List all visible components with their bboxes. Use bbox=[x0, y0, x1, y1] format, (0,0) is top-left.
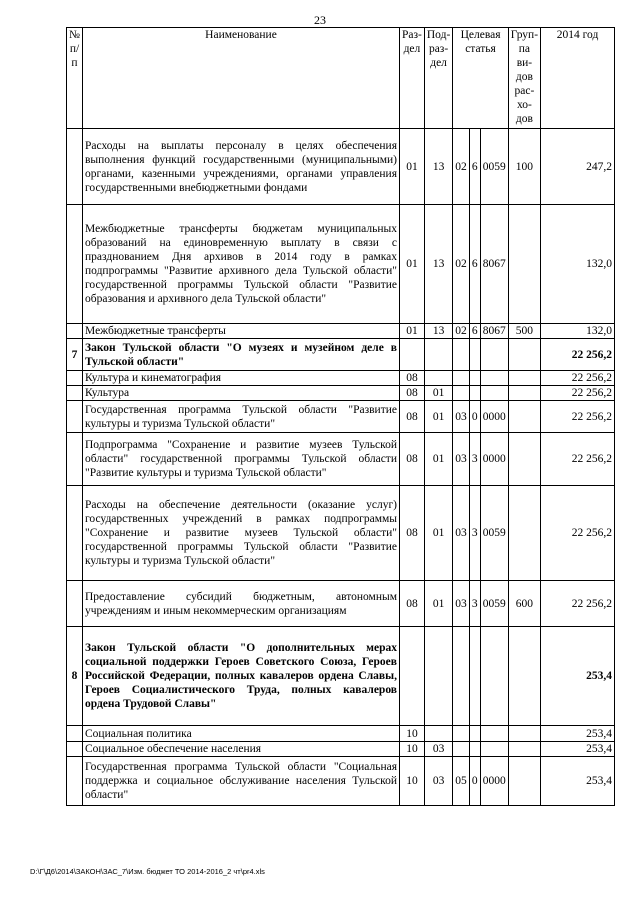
row-target-code bbox=[480, 742, 508, 757]
row-target-code: 8067 bbox=[480, 324, 508, 339]
row-target-code: 0000 bbox=[480, 401, 508, 433]
header-group: Груп-па ви-дов рас-хо-дов bbox=[508, 28, 540, 129]
row-target-code: 8067 bbox=[480, 205, 508, 324]
row-target-subprogram: 6 bbox=[469, 205, 480, 324]
row-amount: 253,4 bbox=[541, 757, 615, 806]
row-amount: 22 256,2 bbox=[541, 433, 615, 486]
row-section: 01 bbox=[400, 129, 425, 205]
row-target-program: 03 bbox=[453, 433, 470, 486]
budget-table bbox=[66, 27, 615, 806]
row-number bbox=[67, 581, 83, 627]
row-section: 01 bbox=[400, 324, 425, 339]
row-number bbox=[67, 726, 83, 742]
row-target-code: 0059 bbox=[480, 129, 508, 205]
row-subsection: 13 bbox=[424, 129, 452, 205]
row-number bbox=[67, 742, 83, 757]
row-name: Предоставление субсидий бюджетным, автономным учреждениям и иным некоммерческим организациям bbox=[83, 581, 400, 627]
row-target-program bbox=[453, 386, 470, 401]
row-target-program: 03 bbox=[453, 581, 470, 627]
row-subsection bbox=[424, 371, 452, 386]
row-amount: 132,0 bbox=[541, 324, 615, 339]
row-target-subprogram: 0 bbox=[469, 401, 480, 433]
row-section: 08 bbox=[400, 386, 425, 401]
row-expense-group bbox=[508, 742, 540, 757]
row-target-program bbox=[453, 627, 470, 726]
row-amount: 253,4 bbox=[541, 627, 615, 726]
row-subsection: 01 bbox=[424, 386, 452, 401]
header-section: Раз-дел bbox=[400, 28, 425, 129]
header-row bbox=[67, 28, 615, 129]
row-amount: 22 256,2 bbox=[541, 386, 615, 401]
row-target-code: 0000 bbox=[480, 433, 508, 486]
row-expense-group bbox=[508, 386, 540, 401]
table-row bbox=[67, 205, 615, 324]
row-target-subprogram: 3 bbox=[469, 486, 480, 581]
row-name: Государственная программа Тульской области "Социальная поддержка и социальное обслуживание населения Тульской области" bbox=[83, 757, 400, 806]
footer-file-path: D:\Г\Д6\2014\ЗАКОН\ЗАС_7\Изм. бюджет ТО 2014-2016_2 чт\pr4.xls bbox=[30, 867, 265, 876]
row-expense-group: 100 bbox=[508, 129, 540, 205]
table-row bbox=[67, 433, 615, 486]
row-target-program: 02 bbox=[453, 129, 470, 205]
row-subsection bbox=[424, 339, 452, 371]
header-year: 2014 год bbox=[541, 28, 615, 129]
row-subsection: 13 bbox=[424, 205, 452, 324]
table-row bbox=[67, 371, 615, 386]
row-target-program bbox=[453, 339, 470, 371]
row-target-subprogram: 6 bbox=[469, 324, 480, 339]
row-number bbox=[67, 401, 83, 433]
row-subsection bbox=[424, 726, 452, 742]
row-target-program: 03 bbox=[453, 401, 470, 433]
row-target-program: 02 bbox=[453, 205, 470, 324]
row-section: 01 bbox=[400, 205, 425, 324]
row-number bbox=[67, 433, 83, 486]
row-amount: 247,2 bbox=[541, 129, 615, 205]
table-row bbox=[67, 386, 615, 401]
row-target-subprogram bbox=[469, 339, 480, 371]
row-subsection: 03 bbox=[424, 757, 452, 806]
row-name: Расходы на обеспечение деятельности (оказание услуг) государственных учреждений в рамках подпрограммы "Сохранение и развитие музеев Тульской области" государственной программы Тульской области "Развитие культуры и туризма Тульской области" bbox=[83, 486, 400, 581]
table-row bbox=[67, 129, 615, 205]
row-amount: 253,4 bbox=[541, 742, 615, 757]
row-expense-group bbox=[508, 486, 540, 581]
row-target-subprogram bbox=[469, 627, 480, 726]
row-section: 10 bbox=[400, 742, 425, 757]
row-expense-group bbox=[508, 371, 540, 386]
row-name: Закон Тульской области "О музеях и музейном деле в Тульской области" bbox=[83, 339, 400, 371]
row-target-code: 0059 bbox=[480, 486, 508, 581]
row-expense-group bbox=[508, 401, 540, 433]
row-subsection bbox=[424, 627, 452, 726]
row-expense-group bbox=[508, 205, 540, 324]
table-row bbox=[67, 324, 615, 339]
row-section: 08 bbox=[400, 401, 425, 433]
row-expense-group bbox=[508, 339, 540, 371]
row-expense-group: 600 bbox=[508, 581, 540, 627]
row-target-code bbox=[480, 339, 508, 371]
row-number bbox=[67, 129, 83, 205]
table-row bbox=[67, 757, 615, 806]
header-target: Целевая статья bbox=[453, 28, 509, 129]
header-no: № п/п bbox=[67, 28, 83, 129]
table-row bbox=[67, 742, 615, 757]
row-number bbox=[67, 386, 83, 401]
row-target-code bbox=[480, 386, 508, 401]
row-target-program: 02 bbox=[453, 324, 470, 339]
table-row bbox=[67, 401, 615, 433]
row-subsection: 01 bbox=[424, 401, 452, 433]
row-expense-group bbox=[508, 757, 540, 806]
row-amount: 22 256,2 bbox=[541, 401, 615, 433]
row-target-program bbox=[453, 726, 470, 742]
row-subsection: 01 bbox=[424, 486, 452, 581]
row-number bbox=[67, 324, 83, 339]
row-target-code bbox=[480, 371, 508, 386]
row-amount: 22 256,2 bbox=[541, 581, 615, 627]
row-target-subprogram bbox=[469, 726, 480, 742]
row-target-code bbox=[480, 726, 508, 742]
table-row bbox=[67, 486, 615, 581]
row-subsection: 01 bbox=[424, 433, 452, 486]
row-expense-group bbox=[508, 726, 540, 742]
row-expense-group bbox=[508, 433, 540, 486]
row-target-program: 03 bbox=[453, 486, 470, 581]
row-section bbox=[400, 627, 425, 726]
row-name: Государственная программа Тульской области "Развитие культуры и туризма Тульской области" bbox=[83, 401, 400, 433]
row-section: 08 bbox=[400, 486, 425, 581]
row-number bbox=[67, 371, 83, 386]
row-name: Культура bbox=[83, 386, 400, 401]
row-section: 08 bbox=[400, 433, 425, 486]
header-subsection: Под-раз-дел bbox=[424, 28, 452, 129]
row-target-subprogram: 3 bbox=[469, 433, 480, 486]
row-target-program: 05 bbox=[453, 757, 470, 806]
row-name: Культура и кинематография bbox=[83, 371, 400, 386]
row-name: Закон Тульской области "О дополнительных мерах социальной поддержки Героев Советского Союза, Героев Российской Федерации, полных кавалеров ордена Славы, Героев Социалистического Труда, полных кавалеров ордена Трудовой Славы" bbox=[83, 627, 400, 726]
row-amount: 253,4 bbox=[541, 726, 615, 742]
row-subsection: 01 bbox=[424, 581, 452, 627]
table-row bbox=[67, 581, 615, 627]
row-name: Расходы на выплаты персоналу в целях обеспечения выполнения функций государственными (муниципальными) органами, казенными учреждениями, органами управления государственными внебюджетными фондами bbox=[83, 129, 400, 205]
row-number: 7 bbox=[67, 339, 83, 371]
row-amount: 22 256,2 bbox=[541, 339, 615, 371]
row-subsection: 13 bbox=[424, 324, 452, 339]
section-row bbox=[67, 339, 615, 371]
row-expense-group bbox=[508, 627, 540, 726]
row-target-subprogram bbox=[469, 742, 480, 757]
row-target-code bbox=[480, 627, 508, 726]
row-target-program bbox=[453, 742, 470, 757]
table-row bbox=[67, 726, 615, 742]
row-section: 08 bbox=[400, 371, 425, 386]
row-number bbox=[67, 486, 83, 581]
row-name: Социальное обеспечение населения bbox=[83, 742, 400, 757]
header-name: Наименование bbox=[83, 28, 400, 129]
row-number bbox=[67, 205, 83, 324]
row-name: Межбюджетные трансферты бюджетам муниципальных образований на единовременную выплату в связи с празднованием Дня архивов в 2014 году в рамках подпрограммы "Развитие архивного дела Тульской области" государственной программы Тульской области "Развитие образования и архивного дела Тульской области" bbox=[83, 205, 400, 324]
section-row bbox=[67, 627, 615, 726]
row-name: Социальная политика bbox=[83, 726, 400, 742]
row-amount: 132,0 bbox=[541, 205, 615, 324]
row-name: Межбюджетные трансферты bbox=[83, 324, 400, 339]
row-amount: 22 256,2 bbox=[541, 371, 615, 386]
row-target-program bbox=[453, 371, 470, 386]
row-subsection: 03 bbox=[424, 742, 452, 757]
row-section bbox=[400, 339, 425, 371]
row-target-subprogram: 0 bbox=[469, 757, 480, 806]
row-target-subprogram: 3 bbox=[469, 581, 480, 627]
page-number: 23 bbox=[314, 13, 326, 27]
row-number: 8 bbox=[67, 627, 83, 726]
row-number bbox=[67, 757, 83, 806]
row-section: 08 bbox=[400, 581, 425, 627]
row-target-subprogram bbox=[469, 371, 480, 386]
row-amount: 22 256,2 bbox=[541, 486, 615, 581]
row-expense-group: 500 bbox=[508, 324, 540, 339]
row-target-code: 0059 bbox=[480, 581, 508, 627]
row-target-subprogram: 6 bbox=[469, 129, 480, 205]
row-target-code: 0000 bbox=[480, 757, 508, 806]
row-name: Подпрограмма "Сохранение и развитие музеев Тульской области" государственной программы Тульской области "Развитие культуры и туризма Тульской области" bbox=[83, 433, 400, 486]
row-target-subprogram bbox=[469, 386, 480, 401]
row-section: 10 bbox=[400, 726, 425, 742]
row-section: 10 bbox=[400, 757, 425, 806]
